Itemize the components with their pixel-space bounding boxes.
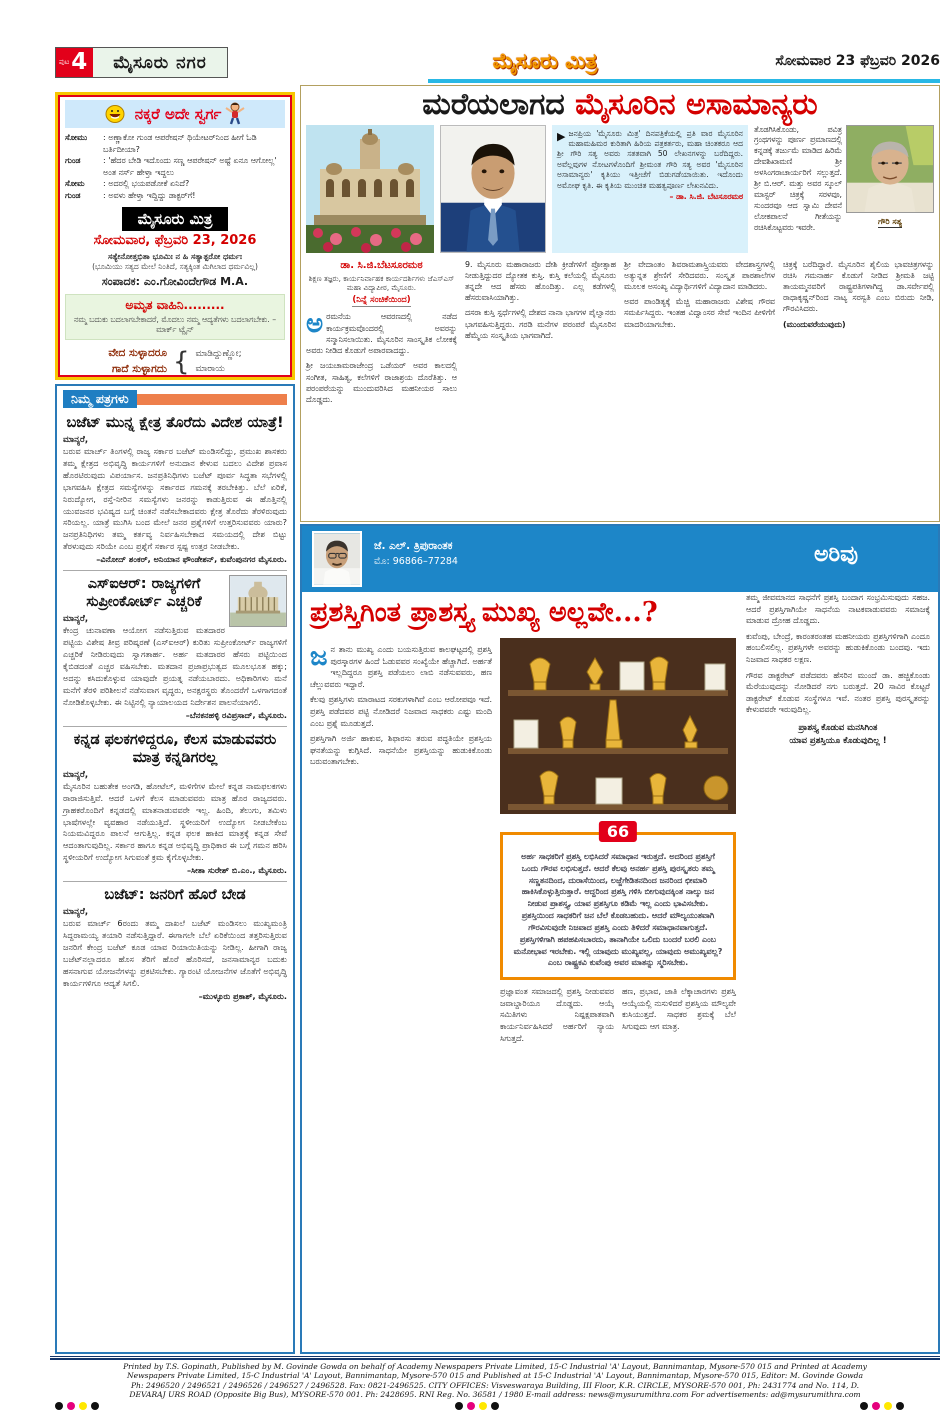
proverb-line: ವೇದ ಸುಳ್ಳಾದರೂ bbox=[108, 347, 167, 360]
author-portrait-photo bbox=[440, 125, 546, 253]
columnist-name: ಜೆ. ಎಲ್. ತ್ರಿಪುರಾಂತಕ bbox=[374, 540, 453, 552]
body-paragraph: ಚಿತ್ರಕ್ಕೆ ಬರೆದಿದ್ದಾರೆ. ಮೈಸೂರಿನ ಶೈಲಿಯ ಭಾವಚಿತ್ರಗಳನ್ನು ರಚಿಸಿ ಗಮನಾರ್ಹ ಕೊಡುಗೆ ನೀಡಿದ ಶ್ರೀಮತಿ ಜಟ್ಟಿ ತಾಯಮ್ಮನವರಿಗೆ ರಾಷ್ಟ್ರಪತಿಗಳಾಗಿದ್ದ ಡಾ.ಸರ್ವೇಪಲ್ಲಿ ರಾಧಾಕೃಷ್ಣನ್‌ರಿಂದ ನಾಟ್ಯ ಸರಸ್ವತಿ ಎಂಬ ಬಿರುದು ನೀಡಿ, ಗೌರವಿಸಿದರು. bbox=[783, 259, 934, 314]
pull-quote-text: ಅರ್ಹ ಸಾಧಕರಿಗೆ ಪ್ರಶಸ್ತಿ ಲಭಿಸಿದರೆ ಸಮಾಧಾನ ಇರುತ್ತದೆ. ಅದರಿಂದ ಪ್ರಶಸ್ತಿಗೆ ಒಂದು ಗೌರವ ಲಭಿಸುತ್ತದೆ. ಆದರೆ ಕೆಲವು ಅನರ್ಹ ಪ್ರಶಸ್ತಿ ಪುರಸ್ಕೃತರು ತಮ್ಮ ಸಣ್ಣತನದಿಂದ, ದುರಾಸೆಯಿಂದ, ಲಜ್ಜೆಗೇಡಿತನದಿಂದ ಜನರಿಂದ ಛೀಮಾರಿ ಹಾಕಿಸಿಕೊಳ್ಳುತ್ತಿರುತ್ತಾರೆ. ಆದ್ದರಿಂದ ಪ್ರಶಸ್ತಿ ಗಳಿಸಿ ಬೀಗುವುದಕ್ಕಿಂತ ನಾಲ್ಕು ಜನ ನೀಡುವ ಪ್ರಾಶಸ್ತ್ಯ, ಯಾವ ಪ್ರಶಸ್ತಿಗೂ ಕಡಿಮೆ ಇಲ್ಲ ಎಂದು ಭಾವಿಸಬೇಕು. ಪ್ರಶಸ್ತಿಯಿಂದ ಸಾಧಕರಿಗೆ ಜನ ಬೆಲೆ ಕೊಡಬಹುದು. ಆದರೆ ಮೌಲ್ಯಯುತವಾಗಿ ಗೌರವಿಸುವುದೇ ನಿಜವಾದ ಪ್ರಶಸ್ತಿ ಎಂದು ತಿಳಿದರೆ ಸಮಾಧಾನವಾಗುತ್ತದೆ. ಪ್ರಶಸ್ತಿಗಳಿಗಾಗಿ ಹಪಹಪಿಸಬಾರದು, ತಾನಾಗಿಯೇ ಒಲಿದು ಬಂದರೆ ಬರಲಿ ಎಂಬ ಮನೋಭಾವ ಇರಬೇಕು. ಇಲ್ಲಿ ಯಾವುದು ಮುಖ್ಯವಲ್ಲ, ಯಾವುದು ಅಮುಖ್ಯವಲ್ಲ? ಎಂಬ ರಾಷ್ಟ್ರಕವಿ ಕುವೆಂಪು ಅವರ ಮಾತನ್ನು ಸ್ಮರಿಸಬೇಕು. bbox=[513, 852, 723, 968]
proverb-row bbox=[65, 346, 285, 378]
letter-headline: ಬಜೆಟ್: ಜನರಿಗೆ ಹೊರೆ ಬೇಡ bbox=[104, 887, 246, 904]
article1-headline bbox=[306, 89, 934, 121]
speech: : ಅವಳು ಹೇಳ್ತಾ ಇದ್ದಿದ್ದು ಡಾಕ್ಟರ್‌ಗೆ! bbox=[103, 190, 196, 200]
dialogue-line bbox=[65, 190, 285, 202]
sanskrit-motto: ಸತ್ಯೇನೋತ್ತಭಿತಾ ಭೂಮಿಃ ನ ಹಿ ಸತ್ಯಾತ್ಪರೋ ಧರ್ಮಃ bbox=[108, 251, 242, 261]
letter-signature: –ಸೀತಾ ಸುರೇಶ್ ಬಿ.ಎಂ., ಮೈಸೂರು. bbox=[187, 865, 287, 876]
awards-shelf-photo bbox=[500, 638, 736, 814]
article1-column-2 bbox=[465, 259, 616, 406]
letter-headline: ಕನ್ನಡ ಫಲಕಗಳಿದ್ದರೂ, ಕೆಲಸ ಮಾಡುವವರು ಮಾತ್ರ ಕನ್ನಡಿಗರಲ್ಲ bbox=[73, 731, 277, 766]
letter-body: ಬರುವ ಮಾರ್ಚ್ ತಿಂಗಳಲ್ಲಿ ರಾಜ್ಯ ಸರ್ಕಾರ ಬಜೆಟ್ ಮಂಡಿಸಲಿದ್ದು, ಪ್ರಮುಖ ಶಾಸಕರು ತಮ್ಮ ಕ್ಷೇತ್ರದ ಅಭಿವೃದ್ಧಿ ಕಾರ್ಯಗಳಿಗೆ ಅನುದಾನ ಕೇಳುವ ಬದಲು ವಿದೇಶ ಪ್ರವಾಸ ಹೊರಟಿರುವುದು ವಿಪರ್ಯಾಸ. ಜನಪ್ರತಿನಿಧಿಗಳು ಬಜೆಟ್ ಪೂರ್ವ ಸಿದ್ಧತಾ ಸಭೆಗಳಲ್ಲಿ ಭಾಗವಹಿಸಿ ಕ್ಷೇತ್ರದ ಸಮಸ್ಯೆಗಳನ್ನು ಸರ್ಕಾರದ ಗಮನಕ್ಕೆ ತರಬೇಕಿತ್ತು. ಬೆಲೆ ಏರಿಕೆ, ನಿರುದ್ಯೋಗ, ರಸ್ತೆ-ನೀರಿನ ಸಮಸ್ಯೆಗಳು ಜನರನ್ನು ಕಾಡುತ್ತಿರುವ ಈ ಹೊತ್ತಿನಲ್ಲಿ ಯುವಜನರ ಭವಿಷ್ಯದ ಬಗ್ಗೆ ಚಿಂತನೆ ನಡೆಸಬೇಕಾದವರು ಕ್ಷೇತ್ರ ತೊರೆದು ತೆರಳಿರುವುದು ಸರಿಯಲ್ಲ. ಯಾತ್ರೆ ಮುಗಿಸಿ ಬಂದ ಮೇಲೆ ಜನರ ಪ್ರಶ್ನೆಗಳಿಗೆ ಉತ್ತರಿಸುವವರು ಯಾರು? ಜನಪ್ರತಿನಿಧಿಗಳು ತಮ್ಮ ಕರ್ತವ್ಯ ನಿರ್ವಹಿಸಬೇಕಾದ ಸಮಯದಲ್ಲಿ ದೇಶ ಬಿಟ್ಟು ತೆರಳುವುದು ಸರಿಯೇ ಎಂಬ ಪ್ರಶ್ನೆಗೆ ಸರ್ಕಾರ ಸ್ಪಷ್ಟ ಉತ್ತರ ನೀಡಬೇಕು. bbox=[63, 446, 287, 552]
article-mysore-greats bbox=[300, 85, 940, 522]
dot-black bbox=[55, 1402, 63, 1410]
body-paragraph: 9. ಮೈಸೂರು ಮಹಾರಾಜರು ದೇಶಿ ಕ್ರೀಡೆಗಳಿಗೆ ಪ್ರೋತ್ಸಾಹ ನೀಡುತ್ತಿದ್ದುದರ ದ್ಯೋತಕ ಕುಸ್ತಿ. ಕುಸ್ತಿ ಕಲೆಯಲ್ಲಿ ಮೈಸೂರು ತನ್ನದೇ ಆದ ಹೆಸರು ಹೊಂದಿತ್ತು. ಎಲ್ಲ ಕಡೆಗಳಲ್ಲಿ ಹೆಸರುವಾಸಿಯಾಗಿತ್ತು. bbox=[465, 259, 616, 303]
proverb-right bbox=[196, 347, 242, 378]
letter-salutation: ಮಾನ್ಯರೆ, bbox=[63, 435, 89, 446]
editor-line: ಸಂಪಾದಕ: ಎಂ.ಗೋವಿಂದೇಗೌಡ M.A. bbox=[101, 274, 249, 288]
imprint-line: Newspapers Private Limited, 15-C Industrial 'A' Layout, Bannimantap, Mysore-570 015 and Published at 15-C Industrial 'A' Layout, Bannimantap, Mysore-570 015, Editor: M. Govinde Gowda bbox=[126, 1371, 864, 1381]
columnist-phone: ಮೊ: 96866–77284 bbox=[374, 556, 458, 567]
article1-top-right-column bbox=[754, 125, 934, 253]
amrita-quote: ನಮ್ಮ ಬದುಕು ಬದಲಾಗಬೇಕಾದರೆ, ಮೊದಲು ನಮ್ಮ ಆದ್ಯತೆಗಳು ಬದಲಾಗಬೇಕು. –ಮಾರ್ಕ್ ಟ್ವೈನ್ bbox=[73, 314, 277, 335]
arrow-icon: ▶ bbox=[557, 129, 566, 143]
body-paragraph: ಶ್ರೀ ಜಯಚಾಮರಾಜೇಂದ್ರ ಒಡೆಯರ್ ಅವರ ಕಾಲದಲ್ಲಿ ಸಂಗೀತ, ಸಾಹಿತ್ಯ, ಕಲೆಗಳಿಗೆ ರಾಜಾಶ್ರಯ ದೊರೆತಿತ್ತು. ಆ ಪರಂಪರೆಯನ್ನು ಮುಂದುವರಿಸಿದ ಮಹನೀಯರ ಸಾಲು ದೊಡ್ಡದು. bbox=[306, 361, 457, 404]
dot-yellow bbox=[479, 1402, 487, 1410]
byline-continuation-note: (ನಿನ್ನೆ ಸಂಚಿಕೆಯಿಂದ) bbox=[352, 294, 410, 307]
dot-magenta bbox=[467, 1402, 475, 1410]
article1-column-4 bbox=[783, 259, 934, 406]
body-paragraph: ಪ್ರಜ್ಞಾವಂತ ಸಮಾಜದಲ್ಲಿ ಪ್ರಶಸ್ತಿ ನೀಡುವವರ ಜವಾಬ್ದಾರಿಯೂ ದೊಡ್ಡದು. ಆಯ್ಕೆ ಸಮಿತಿಗಳು ನಿಷ್ಪಕ್ಷಪಾತವಾಗಿ ಕಾರ್ಯನಿರ್ವಹಿಸಿದರೆ ಅರ್ಹರಿಗೆ ನ್ಯಾಯ ಸಿಗುತ್ತದೆ. bbox=[500, 987, 614, 1043]
article2-middle-column bbox=[500, 638, 736, 1044]
dot-black bbox=[491, 1402, 499, 1410]
sanskrit-meaning: (ಭೂಮಿಯು ಸತ್ಯದ ಮೇಲೆ ನಿಂತಿದೆ, ಸತ್ಯಕ್ಕಿಂತ ಮಿಗಿಲಾದ ಧರ್ಮವಿಲ್ಲ) bbox=[92, 261, 258, 271]
issue-date-line: ಸೋಮವಾರ, ಫೆಬ್ರವರಿ 23, 2026 bbox=[93, 232, 257, 248]
imprint-line: Printed by T.S. Gopinath, Published by M. Govinde Gowda on behalf of Academy Newspapers Private Limited, 15-C Industrial 'A' Layout, Bannimantap, Mysore-570 015 and Printed at Academy bbox=[123, 1362, 867, 1371]
header-rule bbox=[428, 79, 940, 83]
letters-header-bar bbox=[137, 394, 287, 405]
letter-body: ಮೈಸೂರಿನ ಬಹುತೇಕ ಅಂಗಡಿ, ಹೋಟೆಲ್, ಮಳಿಗೆಗಳ ಮೇಲೆ ಕನ್ನಡ ನಾಮಫಲಕಗಳು ರಾರಾಜಿಸುತ್ತಿವೆ. ಆದರೆ ಒಳಗೆ ಕೆಲಸ ಮಾಡುವವರು ಮಾತ್ರ ಹೊರ ರಾಜ್ಯದವರು. ಗ್ರಾಹಕರೊಂದಿಗೆ ಕನ್ನಡದಲ್ಲಿ ಮಾತನಾಡುವವರೇ ಇಲ್ಲ. ಹಿಂದಿ, ತೆಲುಗು, ತಮಿಳು ಭಾಷೆಗಳಲ್ಲೇ ವ್ಯವಹಾರ ನಡೆಯುತ್ತಿದೆ. ಸ್ಥಳೀಯರಿಗೆ ಉದ್ಯೋಗ ನೀಡಬೇಕೆಂಬ ನಿಯಮವಿದ್ದರೂ ಪಾಲನೆ ಆಗುತ್ತಿಲ್ಲ. ಕನ್ನಡ ಫಲಕ ಹಾಕಿದ ಮಾತ್ರಕ್ಕೆ ಕನ್ನಡ ಸೇವೆ ಆದಂತಾಗುವುದಿಲ್ಲ. ಸರ್ಕಾರ ಹಾಗೂ ಕನ್ನಡ ಅಭಿವೃದ್ಧಿ ಪ್ರಾಧಿಕಾರ ಈ ಬಗ್ಗೆ ಗಮನ ಹರಿಸಿ ಸ್ಥಳೀಯರಿಗೆ ಉದ್ಯೋಗ ಸಿಗುವಂತೆ ಕ್ರಮ ಕೈಗೊಳ್ಳಬೇಕು. bbox=[63, 780, 287, 863]
proverb-line: ಮಾಡಿದ್ದುಣ್ಣೋ; bbox=[195, 348, 242, 359]
joke-box-inner bbox=[58, 95, 292, 377]
dot-yellow bbox=[79, 1402, 87, 1410]
columnist-photo bbox=[312, 531, 362, 587]
supreme-court-photo bbox=[229, 575, 287, 627]
proverb-line: ಮಾರಾಯ bbox=[195, 364, 225, 375]
article1-byline bbox=[306, 259, 457, 308]
gauri-satya-figure bbox=[846, 125, 934, 229]
letter-headline: ಬಜೆಟ್ ಮುನ್ನ ಕ್ಷೇತ್ರ ತೊರೆದು ವಿದೇಶ ಯಾತ್ರೆ! bbox=[66, 415, 284, 431]
body-paragraph: ಅವರ ಪಾಂಡಿತ್ಯಕ್ಕೆ ಮೆಚ್ಚಿ ಮಹಾರಾಜರು ವಿಶೇಷ ಗೌರವ ಸಮರ್ಪಿಸಿದ್ದರು. ಇಂತಹ ವಿದ್ವಾಂಸರ ಸೇವೆ ಇಂದಿನ ಪೀಳಿಗೆಗೆ ಮಾದರಿಯಾಗಬೇಕು. bbox=[624, 297, 775, 329]
proverb-line: ಗಾದೆ ಸುಳ್ಳಾಗದು bbox=[111, 363, 167, 376]
letter-item bbox=[63, 726, 287, 881]
headline-black-part: ಮರೆಯಲಾಗದ bbox=[422, 87, 565, 122]
top-right-text: ತೊಡಗಿಸಿಕೊಂಡು, ಪವಿತ್ರ ಗ್ರಂಥಗಳನ್ನು ಪೂರ್ಣ ಪ್ರಮಾಣದಲ್ಲಿ ಕನ್ನಡಕ್ಕೆ ತರ್ಜುಮೆ ಮಾಡಿದ ಹಿರಿಮೆ ದೇವಶಿಖಾಮಣಿ ಶ್ರೀ ಅಳಸಿಂಗರಾಚಾರ್ಯರಿಗೆ ಸಲ್ಲುತ್ತದೆ. ಶ್ರೀ ಬಿ.ಆರ್. ಮತ್ತು ಅವರ ಸ್ಕೂಲ್ ಮಾಸ್ಟರ್ ಚಿತ್ರಕ್ಕೆ ಸರಳವೂ, ಸುಂದರವೂ ಆದ ಸ್ವಾಮಿ ದೇವನೆ ಲೋಕಪಾಲನೆ ಗೀತೆಯನ್ನು ರಚಿಸಿಕೊಟ್ಟವರು ಇವರೇ. bbox=[754, 124, 842, 232]
joke-header bbox=[65, 100, 285, 128]
gauri-satya-photo bbox=[846, 125, 934, 213]
letter-body: ಬರುವ ಮಾರ್ಚ್ 6ರಂದು ತಮ್ಮ ದಾಖಲೆ ಬಜೆಟ್ ಮಂಡಿಸಲು ಮುಖ್ಯಮಂತ್ರಿ ಸಿದ್ದರಾಮಯ್ಯ ತಯಾರಿ ನಡೆಸುತ್ತಿದ್ದಾರೆ. ಈಗಾಗಲೇ ಬೆಲೆ ಏರಿಕೆಯಿಂದ ತತ್ತರಿಸುತ್ತಿರುವ ಜನರಿಗೆ ಕೇಂದ್ರ ಬಜೆಟ್ ಕೂಡ ಯಾವ ರಿಯಾಯಿತಿಯನ್ನು ನೀಡಿಲ್ಲ. ಹೀಗಾಗಿ ರಾಜ್ಯ ಬಜೆಟ್‌ನಲ್ಲಾದರೂ ಹೊಸ ತೆರಿಗೆ ಹೊರೆ ಹೊರಿಸದೆ, ಜನಸಾಮಾನ್ಯರ ಬದುಕು ಹಸನಾಗುವ ಯೋಜನೆಗಳನ್ನು ಪ್ರಕಟಿಸಬೇಕು. ಗ್ಯಾರಂಟಿ ಯೋಜನೆಗಳ ಜೊತೆಗೆ ಅಭಿವೃದ್ಧಿ ಕಾರ್ಯಗಳಿಗೂ ಆದ್ಯತೆ ಸಿಗಲಿ. bbox=[63, 918, 287, 988]
registration-dots-center bbox=[455, 1402, 499, 1410]
speaker: ಸೋಮ bbox=[65, 179, 85, 189]
article1-column-1 bbox=[306, 259, 457, 406]
quote-mark-icon: 66 bbox=[599, 821, 637, 842]
article2-right-column bbox=[746, 592, 930, 1344]
article2-left-column bbox=[310, 644, 492, 1344]
cartoon-kid-icon bbox=[225, 102, 245, 126]
amrita-vahini-box bbox=[65, 294, 285, 341]
letter-salutation: ಮಾನ್ಯರೆ, bbox=[63, 769, 89, 780]
registration-dots-left bbox=[55, 1402, 99, 1410]
letters-section-title: ನಿಮ್ಮ ಪತ್ರಗಳು bbox=[63, 390, 137, 408]
column-tag: ಅರಿವು bbox=[813, 542, 858, 567]
letter-salutation: ಮಾನ್ಯರೆ, bbox=[63, 907, 89, 918]
dot-magenta bbox=[67, 1402, 75, 1410]
byline-author-name: ಡಾ. ಸಿ.ಜಿ.ಬೆಟಸೂರಮಠ bbox=[340, 259, 423, 271]
byline-author-role: ಶಿಕ್ಷಣ ತಜ್ಞರು, ಕಾರ್ಯನಿರ್ವಾಹಕ ಕಾರ್ಯದರ್ಶಿಗಳು ಜೆಎಸ್‌ಎಸ್ ಮಹಾ ವಿದ್ಯಾಪೀಠ, ಮೈಸೂರು. bbox=[308, 273, 455, 293]
proverb-left bbox=[108, 346, 167, 378]
dialogue-line bbox=[65, 155, 285, 178]
article2-closing-lines bbox=[746, 722, 930, 748]
body-paragraph: ಅರಮನೆಯ ಆವರಣದಲ್ಲಿ ನಡೆದ ಕಾರ್ಯಕ್ರಮವೊಂದರಲ್ಲಿ ಅವರನ್ನು ಸನ್ಮಾನಿಸಲಾಯಿತು. ಮೈಸೂರಿನ ಸಾಂಸ್ಕೃತಿಕ ಲೋಕಕ್ಕೆ ಅವರು ನೀಡಿದ ಕೊಡುಗೆ ಅಪಾರವಾದದ್ದು. bbox=[306, 309, 457, 356]
dot-black bbox=[91, 1402, 99, 1410]
letters-section-header bbox=[63, 390, 287, 408]
page-number-box bbox=[56, 48, 93, 77]
letter-item bbox=[63, 570, 287, 725]
brace-glyph: { bbox=[173, 347, 190, 378]
joke-box bbox=[55, 92, 295, 380]
speaker: ಗುಂಡ bbox=[65, 156, 81, 166]
body-paragraph: ತಮ್ಮ ಜೀವಮಾನದ ಸಾಧನೆಗೆ ಪ್ರಶಸ್ತಿ ಬಂದಾಗ ಸಂಭ್ರಮಿಸುವುದು ಸಹಜ. ಆದರೆ ಪ್ರಶಸ್ತಿಗಾಗಿಯೇ ಸಾಧನೆಯ ನಾಟಕವಾಡುವವರು ಸಮಾಜಕ್ಕೆ ಮಾಡುವ ದ್ರೋಹ ದೊಡ್ಡದು. bbox=[746, 593, 930, 626]
letter-signature: –ಮುಳ್ಳೂರು ಪ್ರಕಾಶ್, ಮೈಸೂರು. bbox=[198, 990, 287, 1001]
dot-yellow bbox=[884, 1402, 892, 1410]
article2-header-bar bbox=[302, 526, 938, 592]
body-paragraph: ಪ್ರಶಸ್ತಿಗಾಗಿ ಅರ್ಜಿ ಹಾಕುವ, ಶಿಫಾರಸು ತರುವ ಪದ್ಧತಿಯೇ ಪ್ರಶಸ್ತಿಯ ಘನತೆಯನ್ನು ಕುಗ್ಗಿಸಿದೆ. ಸಾಧನೆಯೇ ಪ್ರಶಸ್ತಿಯನ್ನು ಹುಡುಕಿಕೊಂಡು ಬರುವಂತಾಗಬೇಕು. bbox=[310, 734, 492, 767]
article1-intro-box bbox=[552, 125, 748, 253]
body-paragraph: ದಸರಾ ಕುಸ್ತಿ ಸ್ಪರ್ಧೆಗಳಲ್ಲಿ ದೇಶದ ನಾನಾ ಭಾಗಗಳ ಪೈಲ್ವಾನರು ಭಾಗವಹಿಸುತ್ತಿದ್ದರು. ಗರಡಿ ಮನೆಗಳ ಪರಂಪರೆ ಮೈಸೂರಿನ ಹೆಮ್ಮೆಯ ಸಂಸ್ಕೃತಿಯ ಭಾಗವಾಗಿದೆ. bbox=[465, 308, 616, 340]
speaker: ಗುಂಡ bbox=[65, 190, 81, 200]
masthead: ಮೈಸೂರು ಮಿತ್ರ bbox=[492, 49, 598, 73]
registration-dots-right bbox=[860, 1402, 904, 1410]
body-paragraph: ಹಣ, ಪ್ರಭಾವ, ಜಾತಿ ಲೆಕ್ಕಾಚಾರಗಳು ಪ್ರಶಸ್ತಿ ಆಯ್ಕೆಯಲ್ಲಿ ನುಸುಳಿದರೆ ಪ್ರಶಸ್ತಿಯ ಮೌಲ್ಯವೇ ಕುಸಿಯುತ್ತದೆ. ಸಾಧಕರ ಶ್ರಮಕ್ಕೆ ಬೆಲೆ ಸಿಗುವುದು ಆಗ ಮಾತ್ರ. bbox=[622, 987, 736, 1032]
body-paragraph: ಗೌರವ ಡಾಕ್ಟರೇಟ್ ಪಡೆದವರು ಹೆಸರಿನ ಮುಂದೆ ಡಾ. ಹಚ್ಚಿಕೊಂಡು ಮೆರೆಯುವುದನ್ನು ನೋಡಿದರೆ ನಗು ಬರುತ್ತದೆ. 20 ಸಾವಿರ ಕೊಟ್ಟರೆ ಡಾಕ್ಟರೇಟ್ ಕೊಡುವ ಸಂಸ್ಥೆಗಳೂ ಇವೆ. ನಂತರ ಪ್ರಶಸ್ತಿ ಪುರಸ್ಕೃತರನ್ನು ಕೇಳುವವರೇ ಇರುವುದಿಲ್ಲ. bbox=[746, 670, 930, 715]
page-number-tab bbox=[55, 47, 228, 78]
gauri-satya-caption: ಗೌರಿ ಸತ್ಯ bbox=[878, 217, 902, 227]
body-paragraph: ಕುವೆಂಪು, ಬೇಂದ್ರೆ, ಕಾರಂತರಂತಹ ಮಹನೀಯರು ಪ್ರಶಸ್ತಿಗಳಿಗಾಗಿ ಎಂದೂ ಹಂಬಲಿಸಲಿಲ್ಲ. ಪ್ರಶಸ್ತಿಗಳೇ ಅವರನ್ನು ಹುಡುಕಿಕೊಂಡು ಬಂದವು. ಇದು ನಿಜವಾದ ಸಾಧಕರ ಲಕ್ಷಣ. bbox=[746, 631, 930, 664]
joke-title: ನಕ್ಕರೆ ಅದೇ ಸ್ವರ್ಗ bbox=[134, 105, 222, 123]
article2-body bbox=[302, 592, 938, 1352]
article-arivu-column bbox=[300, 524, 940, 1354]
intro-text: ಜನಪ್ರಿಯ 'ಮೈಸೂರು ಮಿತ್ರ' ದಿನಪತ್ರಿಕೆಯಲ್ಲಿ ಪ್ರತಿ ವಾರ ಮೈಸೂರಿನ ಮಹಾಮಹಿಮರ ಕುರಿತಾಗಿ ಹಿರಿಯ ಪತ್ರಕರ್ತರು, ಮಹಾ ಚಿಂತಕರೂ ಆದ ಶ್ರೀ ಗೌರಿ ಸತ್ಯ ಅವರು ಸತತವಾಗಿ 50 ಲೇಖನಗಳನ್ನು ಬರೆದಿದ್ದರು. ಅವೆಲ್ಲವುಗಳ ನೋಟಗಳೊಂದಿಗೆ ಶ್ರೀಮಂತ ಗೌರಿ ಸತ್ಯ ಅವರ 'ಮೈಸೂರಿನ ಅಸಾಮಾನ್ಯರು' ಕೃತಿಯು ಇತ್ತೀಚೆಗೆ ಬಿಡುಗಡೆಯಾಯಿತು. ಇದೊಂದು ಅಮೋಘ ಕೃತಿ. ಈ ಕೃತಿಯ ಮುಂಚಿತ ಮಹತ್ವಪೂರ್ಣ ಲೇಖನವಿದು. bbox=[557, 128, 743, 190]
page-header bbox=[55, 45, 940, 81]
letter-item bbox=[63, 881, 287, 1006]
page-number: 4 bbox=[71, 49, 88, 75]
dot-magenta bbox=[872, 1402, 880, 1410]
mysore-palace-photo bbox=[306, 125, 434, 253]
dot-black bbox=[896, 1402, 904, 1410]
article1-body-columns bbox=[306, 259, 934, 406]
imprint-block bbox=[50, 1356, 940, 1399]
imprint-line: DEVARAJ URS ROAD (Opposite Big Bus), MYSORE-570 001. Ph: 2428695. RNI Reg. No. 36581 / 1980 E-mail address: news@mysurumithra.com For advertisements: ad@mysurumithra.com bbox=[129, 1389, 861, 1399]
article1-media-row bbox=[306, 125, 934, 253]
page-label: ಪುಟ bbox=[59, 58, 70, 66]
pull-quote-box bbox=[500, 822, 736, 980]
letters-column bbox=[55, 384, 295, 1354]
edition-date: ಸೋಮವಾರ 23 ಫೆಬ್ರವರಿ 2026 bbox=[775, 53, 940, 69]
speech: : ಅಣ್ಣಾಕೋ ಗುಂಡ ಆಪರೇಷನ್ ಥಿಯೇಟರ್‌ನಿಂದ ಹೀಗೆ ಓಡಿ ಬರ್ತಿದೀಯಾ? bbox=[103, 133, 257, 154]
letter-salutation: ಮಾನ್ಯರೆ, bbox=[63, 614, 89, 625]
closing-line: ಯಾವ ಪ್ರಶಸ್ತಿಯೂ ಕೊಡುವುದಿಲ್ಲ ! bbox=[789, 735, 887, 746]
speech: : 'ಹೆದರ ಬೇಡಿ ಇದೊಂದು ಸಣ್ಣ ಆಪರೇಷನ್ ಅಷ್ಟೆ ಏನೂ ಆಗೋಲ್ಲ' ಅಂತ ನರ್ಸ್ ಹೇಳ್ತಾ ಇದ್ದಲು bbox=[103, 156, 277, 177]
article2-middle-text bbox=[500, 986, 736, 1044]
body-paragraph: ಶ್ರೀ ವೇದಾಂತಂ ಶಿವರಾಮಶಾಸ್ತ್ರಿಯವರು ವೇದಶಾಸ್ತ್ರಗಳಲ್ಲಿ ಅತ್ಯುನ್ನತ ಶ್ರೇಣಿಗೆ ಸೇರಿದವರು. ಸಂಸ್ಕೃತ ಪಾಠಶಾಲೆಗಳ ಮೂಲಕ ಅಸಂಖ್ಯ ವಿದ್ಯಾರ್ಥಿಗಳಿಗೆ ವಿದ್ಯಾದಾನ ಮಾಡಿದರು. bbox=[624, 259, 775, 291]
brand-plate: ಮೈಸೂರು ಮಿತ್ರ bbox=[122, 207, 229, 231]
speech: : ಅದರಲ್ಲಿ ಭಯಪಡೋಕೆ ಏನಿದೆ? bbox=[103, 179, 190, 189]
letter-item bbox=[63, 410, 287, 570]
letter-body: ಕೇಂದ್ರ ಚುನಾವಣಾ ಆಯೋಗ ನಡೆಸುತ್ತಿರುವ ಮತದಾರರ ಪಟ್ಟಿಯ ವಿಶೇಷ ತೀವ್ರ ಪರಿಷ್ಕರಣೆ (ಎಸ್‌ಐಆರ್) ಕುರಿತು ಸುಪ್ರೀಂಕೋರ್ಟ್ ರಾಜ್ಯಗಳಿಗೆ ಎಚ್ಚರಿಕೆ ನೀಡಿರುವುದು ಸ್ವಾಗತಾರ್ಹ. ಅರ್ಹ ಮತದಾರರ ಹೆಸರು ಪಟ್ಟಿಯಿಂದ ಕೈಬಿಡದಂತೆ ಎಚ್ಚರ ವಹಿಸಬೇಕು. ಮತದಾನ ಪ್ರಜಾಪ್ರಭುತ್ವದ ಮೂಲಭೂತ ಹಕ್ಕು; ಅದನ್ನು ಕಸಿದುಕೊಳ್ಳುವ ಯಾವುದೇ ಪ್ರಯತ್ನ ನಡೆಯಬಾರದು. ಅಧಿಕಾರಿಗಳು ಮನೆ ಮನೆಗೆ ತೆರಳಿ ಪರಿಶೀಲನೆ ನಡೆಸುವಾಗ ವೃದ್ಧರು, ಅನಕ್ಷರಸ್ಥರು ತೊಂದರೆಗೆ ಒಳಗಾಗದಂತೆ ನೋಡಿಕೊಳ್ಳಬೇಕು. ಈ ನಿಟ್ಟಿನಲ್ಲಿ ನ್ಯಾಯಾಲಯದ ನಿರ್ದೇಶನ ಪಾಲನೆಯಾಗಲಿ. bbox=[63, 625, 287, 707]
dot-black bbox=[455, 1402, 463, 1410]
letter-signature: –ವಿನೋದ್ ಶಂಕರ್, ಅನಿಯಾನ ಫೌಂಡೇಶನ್, ಕುವೆಂಪುನಗರ ಮೈಸೂರು. bbox=[96, 554, 287, 565]
joke-dialogue bbox=[65, 132, 285, 202]
continued-mark: (ಮುಂದುವರೆಯುವುದು) bbox=[783, 319, 846, 329]
letter-headline: ಎಸ್‌ಐಆರ್: ರಾಜ್ಯಗಳಿಗೆ ಸುಪ್ರೀಂಕೋರ್ಟ್ ಎಚ್ಚರಿಕೆ bbox=[86, 576, 202, 611]
article2-headline: ಪ್ರಶಸ್ತಿಗಿಂತ ಪ್ರಾಶಸ್ತ್ಯ ಮುಖ್ಯ ಅಲ್ಲವೇ...? bbox=[310, 597, 658, 628]
closing-line: ಪ್ರಾಶಸ್ತ್ಯ ಕೊಡುವ ಮನಸಿಗಿಂತ bbox=[798, 722, 878, 733]
article1-column-3 bbox=[624, 259, 775, 406]
imprint-double-rule bbox=[50, 1358, 940, 1360]
body-paragraph: ಜನ ತಾನು ಮುಖ್ಯ ಎಂದು ಬಯಸುತ್ತಿರುವ ಕಾಲಘಟ್ಟದಲ್ಲಿ ಪ್ರಶಸ್ತಿ ಪುರಸ್ಕಾರಗಳ ಹಿಂದೆ ಓಡುವವರ ಸಂಖ್ಯೆಯೇ ಹೆಚ್ಚಾಗಿದೆ. ಅರ್ಹತೆ ಇಲ್ಲದಿದ್ದರೂ ಪ್ರಶಸ್ತಿ ಪಡೆಯಲು ಲಾಬಿ ನಡೆಸುವವರು, ಹಣ ಚೆಲ್ಲುವವರು ಇದ್ದಾರೆ. bbox=[310, 642, 492, 689]
headline-red-part: ಮೈಸೂರಿನ ಅಸಾಮಾನ್ಯರು bbox=[564, 87, 818, 122]
dialogue-line bbox=[65, 132, 285, 155]
body-paragraph: ಕೆಲವು ಪ್ರಶಸ್ತಿಗಳು ಮಾರಾಟದ ಸರಕುಗಳಾಗಿವೆ ಎಂಬ ಆರೋಪವೂ ಇದೆ. ಪ್ರಶಸ್ತಿ ಪಡೆದವರ ಪಟ್ಟಿ ನೋಡಿದರೆ ನಿಜವಾದ ಸಾಧಕರು ಎಷ್ಟು ಮಂದಿ ಎಂಬ ಪ್ರಶ್ನೆ ಮೂಡುತ್ತದೆ. bbox=[310, 695, 492, 728]
dot-black bbox=[860, 1402, 868, 1410]
dialogue-line bbox=[65, 178, 285, 190]
amrita-title: ಅಮೃತ ವಾಹಿನಿ......... bbox=[125, 297, 225, 312]
speaker: ಸೋಮು bbox=[65, 133, 88, 142]
laughing-smiley-icon bbox=[105, 104, 131, 124]
letter-signature: –ಬೆನಕನಹಳ್ಳಿ ರವಿಪ್ರಸಾದ್, ಮೈಸೂರು. bbox=[185, 709, 287, 720]
imprint-line: Ph: 2496520 / 2496521 / 2496526 / 2496527 / 2496528. Fax: 0821-2496525. CITY OFFICES: Visveswaraya Building, III Floor, K.R. CIRCLE, MYSORE-570 001, Ph: 2431774 and No. 114, D. bbox=[130, 1380, 860, 1390]
intro-signature: – ಡಾ. ಸಿ.ಜಿ. ಬೆಟಸೂರಮಠ bbox=[669, 192, 743, 202]
section-name: ಮೈಸೂರು ನಗರ bbox=[113, 52, 207, 73]
